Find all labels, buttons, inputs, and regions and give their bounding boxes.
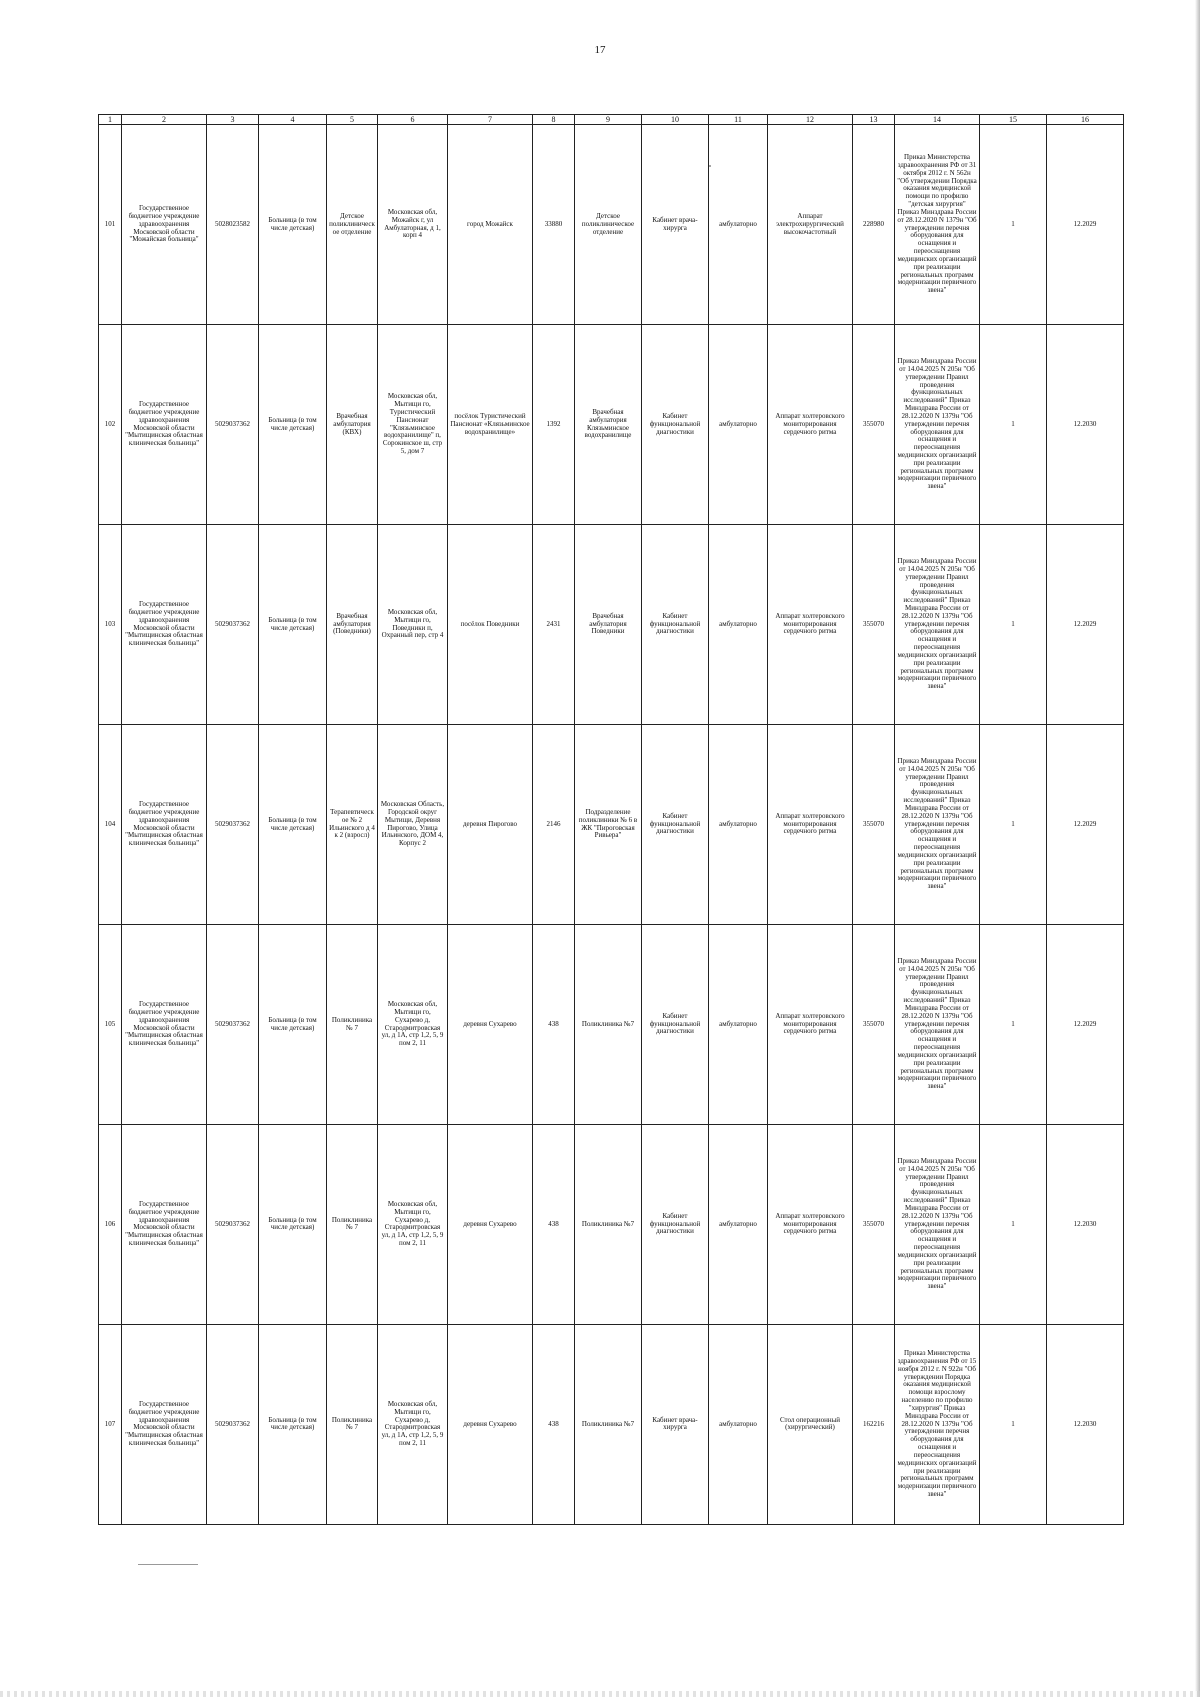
regulatory-document-cell: Приказ Минздрава России от 14.04.2025 N 205н "Об утверждении Правил проведения функциональных исследований" Приказ Минздрава России от 28.12.2020 N 1379н "Об утверждении перечня оборудования для оснащения и переоснащения медицинских организаций при реализации региональных программ модернизации первичного звена" (895, 525, 980, 725)
price-cell: 355070 (853, 325, 895, 525)
table-row (99, 1124, 1124, 1324)
delivery-date-cell: 12.2030 (1047, 1324, 1124, 1524)
inn-cell: 5029037362 (207, 725, 259, 925)
row-number-cell: 103 (99, 525, 122, 725)
facility-type-cell: Больница (в том числе детская) (259, 1324, 327, 1524)
locality-cell: деревня Сухарево (448, 1324, 533, 1524)
quantity-cell: 1 (980, 925, 1047, 1125)
subdivision-cell: Поликлиника №7 (575, 1124, 642, 1324)
table-row (99, 525, 1124, 725)
column-number: 14 (895, 115, 980, 125)
structural-unit-cell: Поликлиника № 7 (327, 1124, 378, 1324)
facility-type-cell: Больница (в том числе детская) (259, 725, 327, 925)
regulatory-document-cell: Приказ Минздрава России от 14.04.2025 N 205н "Об утверждении Правил проведения функциональных исследований" Приказ Минздрава России от 28.12.2020 N 1379н "Об утверждении перечня оборудования для оснащения и переоснащения медицинских организаций при реализации региональных программ модернизации первичного звена" (895, 925, 980, 1125)
quantity-cell: 1 (980, 1124, 1047, 1324)
structural-unit-cell: Поликлиника № 7 (327, 925, 378, 1125)
population-cell: 2431 (533, 525, 575, 725)
delivery-date-cell: 12.2030 (1047, 1124, 1124, 1324)
row-number-cell: 101 (99, 125, 122, 325)
subdivision-cell: Подразделение поликлиники № 6 в ЖК "Пироговская Ривьера" (575, 725, 642, 925)
scan-noise (0, 1691, 1200, 1697)
delivery-date-cell: 12.2029 (1047, 525, 1124, 725)
scan-dot (709, 165, 711, 167)
population-cell: 33880 (533, 125, 575, 325)
organization-name-cell: Государственное бюджетное учреждение здравоохранения Московской области "Мытищинская областная клиническая больница" (122, 1124, 207, 1324)
inn-cell: 5029037362 (207, 925, 259, 1125)
equipment-name-cell: Аппарат холтеровского мониторирования сердечного ритма (768, 1124, 853, 1324)
column-number: 15 (980, 115, 1047, 125)
price-cell: 355070 (853, 725, 895, 925)
inn-cell: 5029037362 (207, 1324, 259, 1524)
quantity-cell: 1 (980, 725, 1047, 925)
delivery-date-cell: 12.2030 (1047, 325, 1124, 525)
column-number: 13 (853, 115, 895, 125)
subdivision-cell: Поликлиника №7 (575, 1324, 642, 1524)
facility-type-cell: Больница (в том числе детская) (259, 925, 327, 1125)
column-number: 3 (207, 115, 259, 125)
column-number: 11 (709, 115, 768, 125)
quantity-cell: 1 (980, 325, 1047, 525)
price-cell: 162216 (853, 1324, 895, 1524)
row-number-cell: 107 (99, 1324, 122, 1524)
regulatory-document-cell: Приказ Минздрава России от 14.04.2025 N 205н "Об утверждении Правил проведения функциональных исследований" Приказ Минздрава России от 28.12.2020 N 1379н "Об утверждении перечня оборудования для оснащения и переоснащения медицинских организаций при реализации региональных программ модернизации первичного звена" (895, 1124, 980, 1324)
organization-name-cell: Государственное бюджетное учреждение здравоохранения Московской области "Мытищинская областная клиническая больница" (122, 1324, 207, 1524)
page-number: 17 (594, 44, 606, 56)
column-number: 12 (768, 115, 853, 125)
equipment-name-cell: Аппарат холтеровского мониторирования сердечного ритма (768, 925, 853, 1125)
address-cell: Московская обл, Мытищи го, Сухарево д, Стародмитровская ул, д 1А, стр 1,2, 5, 9 пом 2, 11 (378, 1124, 448, 1324)
column-number: 8 (533, 115, 575, 125)
population-cell: 438 (533, 925, 575, 1125)
care-form-cell: амбулаторно (709, 125, 768, 325)
room-cell: Кабинет врача-хирурга (642, 1324, 709, 1524)
address-cell: Московская обл, Мытищи го, Сухарево д, Стародмитровская ул, д 1А, стр 1,2, 5, 9 пом 2, 11 (378, 1324, 448, 1524)
table-row (99, 725, 1124, 925)
row-number-cell: 105 (99, 925, 122, 1125)
population-cell: 2146 (533, 725, 575, 925)
care-form-cell: амбулаторно (709, 1324, 768, 1524)
equipment-name-cell: Аппарат холтеровского мониторирования сердечного ритма (768, 325, 853, 525)
regulatory-document-cell: Приказ Министерства здравоохранения РФ от 15 ноября 2012 г. N 922н "Об утверждении Порядка оказания медицинской помощи взрослому населению по профилю "хирургия" Приказ Минздрава России от 28.12.2020 N 1379н "Об утверждении перечня оборудования для оснащения и переоснащения медицинских организаций при реализации региональных программ модернизации первичного звена" (895, 1324, 980, 1524)
address-cell: Московская обл, Мытищи го, Сухарево д, Стародмитровская ул, д 1А, стр 1,2, 5, 9 пом 2, 11 (378, 925, 448, 1125)
column-number: 10 (642, 115, 709, 125)
column-number: 2 (122, 115, 207, 125)
column-number: 6 (378, 115, 448, 125)
column-number: 4 (259, 115, 327, 125)
column-number: 7 (448, 115, 533, 125)
inn-cell: 5029037362 (207, 1124, 259, 1324)
structural-unit-cell: Поликлиника № 7 (327, 1324, 378, 1524)
structural-unit-cell: Детское поликлиническое отделение (327, 125, 378, 325)
organization-name-cell: Государственное бюджетное учреждение здравоохранения Московской области "Мытищинская областная клиническая больница" (122, 325, 207, 525)
address-cell: Московская обл, Можайск г, ул Амбулаторная, д 1, корп 4 (378, 125, 448, 325)
facility-type-cell: Больница (в том числе детская) (259, 325, 327, 525)
care-form-cell: амбулаторно (709, 925, 768, 1125)
organization-name-cell: Государственное бюджетное учреждение здравоохранения Московской области "Мытищинская областная клиническая больница" (122, 725, 207, 925)
table-row (99, 1324, 1124, 1524)
population-cell: 1392 (533, 325, 575, 525)
locality-cell: деревня Сухарево (448, 925, 533, 1125)
equipment-name-cell: Аппарат электрохирургический высокочастотный (768, 125, 853, 325)
room-cell: Кабинет функциональной диагностики (642, 925, 709, 1125)
delivery-date-cell: 12.2029 (1047, 725, 1124, 925)
care-form-cell: амбулаторно (709, 725, 768, 925)
care-form-cell: амбулаторно (709, 1124, 768, 1324)
structural-unit-cell: Терапевтическое № 2 Ильинского д 4 к 2 (взросл) (327, 725, 378, 925)
column-number: 16 (1047, 115, 1124, 125)
table-body (99, 115, 1124, 1525)
column-number: 9 (575, 115, 642, 125)
structural-unit-cell: Врачебная амбулатория (Поведники) (327, 525, 378, 725)
organization-name-cell: Государственное бюджетное учреждение здравоохранения Московской области "Мытищинская областная клиническая больница" (122, 925, 207, 1125)
column-number: 5 (327, 115, 378, 125)
room-cell: Кабинет функциональной диагностики (642, 325, 709, 525)
facility-type-cell: Больница (в том числе детская) (259, 125, 327, 325)
equipment-name-cell: Аппарат холтеровского мониторирования сердечного ритма (768, 525, 853, 725)
inn-cell: 5029037362 (207, 525, 259, 725)
table-row (99, 125, 1124, 325)
subdivision-cell: Детское поликлиническое отделение (575, 125, 642, 325)
care-form-cell: амбулаторно (709, 525, 768, 725)
organization-name-cell: Государственное бюджетное учреждение здравоохранения Московской области "Мытищинская областная клиническая больница" (122, 525, 207, 725)
locality-cell: посёлок Туристический Пансионат «Клязьминское водохранилище» (448, 325, 533, 525)
price-cell: 355070 (853, 925, 895, 1125)
quantity-cell: 1 (980, 525, 1047, 725)
locality-cell: город Можайск (448, 125, 533, 325)
population-cell: 438 (533, 1124, 575, 1324)
scan-edge (1195, 0, 1200, 1697)
room-cell: Кабинет функциональной диагностики (642, 525, 709, 725)
column-number-row (99, 115, 1124, 125)
price-cell: 355070 (853, 1124, 895, 1324)
delivery-date-cell: 12.2029 (1047, 125, 1124, 325)
locality-cell: посёлок Поведники (448, 525, 533, 725)
quantity-cell: 1 (980, 1324, 1047, 1524)
structural-unit-cell: Врачебная амбулатория (КВХ) (327, 325, 378, 525)
address-cell: Московская обл, Мытищи го, Туристический Пансионат "Клязьминское водохранилище" п, Сорокинское ш, стр 5, дом 7 (378, 325, 448, 525)
scan-mark (138, 1564, 198, 1565)
row-number-cell: 106 (99, 1124, 122, 1324)
address-cell: Московская обл, Мытищи го, Поведники п, Охранный пер, стр 4 (378, 525, 448, 725)
facility-type-cell: Больница (в том числе детская) (259, 1124, 327, 1324)
equipment-register-table (98, 114, 1124, 1525)
column-number: 1 (99, 115, 122, 125)
inn-cell: 5029037362 (207, 325, 259, 525)
room-cell: Кабинет функциональной диагностики (642, 725, 709, 925)
organization-name-cell: Государственное бюджетное учреждение здравоохранения Московской области "Можайская больница" (122, 125, 207, 325)
price-cell: 355070 (853, 525, 895, 725)
inn-cell: 5028023582 (207, 125, 259, 325)
equipment-name-cell: Аппарат холтеровского мониторирования сердечного ритма (768, 725, 853, 925)
room-cell: Кабинет функциональной диагностики (642, 1124, 709, 1324)
address-cell: Московская Область, Городской округ Мытищи, Деревня Пирогово, Улица Ильинского, ДОМ 4, Корпус 2 (378, 725, 448, 925)
row-number-cell: 102 (99, 325, 122, 525)
subdivision-cell: Врачебная амбулатория Клязьминское водохранилище (575, 325, 642, 525)
quantity-cell: 1 (980, 125, 1047, 325)
locality-cell: деревня Сухарево (448, 1124, 533, 1324)
table-row (99, 325, 1124, 525)
facility-type-cell: Больница (в том числе детская) (259, 525, 327, 725)
price-cell: 228980 (853, 125, 895, 325)
room-cell: Кабинет врача-хирурга (642, 125, 709, 325)
care-form-cell: амбулаторно (709, 325, 768, 525)
subdivision-cell: Поликлиника №7 (575, 925, 642, 1125)
regulatory-document-cell: Приказ Минздрава России от 14.04.2025 N 205н "Об утверждении Правил проведения функциональных исследований" Приказ Минздрава России от 28.12.2020 N 1379н "Об утверждении перечня оборудования для оснащения и переоснащения медицинских организаций при реализации региональных программ модернизации первичного звена" (895, 325, 980, 525)
regulatory-document-cell: Приказ Министерства здравоохранения РФ от 31 октября 2012 г. N 562н "Об утверждении Порядка оказания медицинской помощи по профилю "детская хирургия" Приказ Минздрава России от 28.12.2020 N 1379н "Об утверждении перечня оборудования для оснащения и переоснащения медицинских организаций при реализации региональных программ модернизации первичного звена" (895, 125, 980, 325)
population-cell: 438 (533, 1324, 575, 1524)
locality-cell: деревня Пирогово (448, 725, 533, 925)
row-number-cell: 104 (99, 725, 122, 925)
delivery-date-cell: 12.2029 (1047, 925, 1124, 1125)
equipment-name-cell: Стол операционный (хирургический) (768, 1324, 853, 1524)
regulatory-document-cell: Приказ Минздрава России от 14.04.2025 N 205н "Об утверждении Правил проведения функциональных исследований" Приказ Минздрава России от 28.12.2020 N 1379н "Об утверждении перечня оборудования для оснащения и переоснащения медицинских организаций при реализации региональных программ модернизации первичного звена" (895, 725, 980, 925)
subdivision-cell: Врачебная амбулатория Поведники (575, 525, 642, 725)
table-row (99, 925, 1124, 1125)
